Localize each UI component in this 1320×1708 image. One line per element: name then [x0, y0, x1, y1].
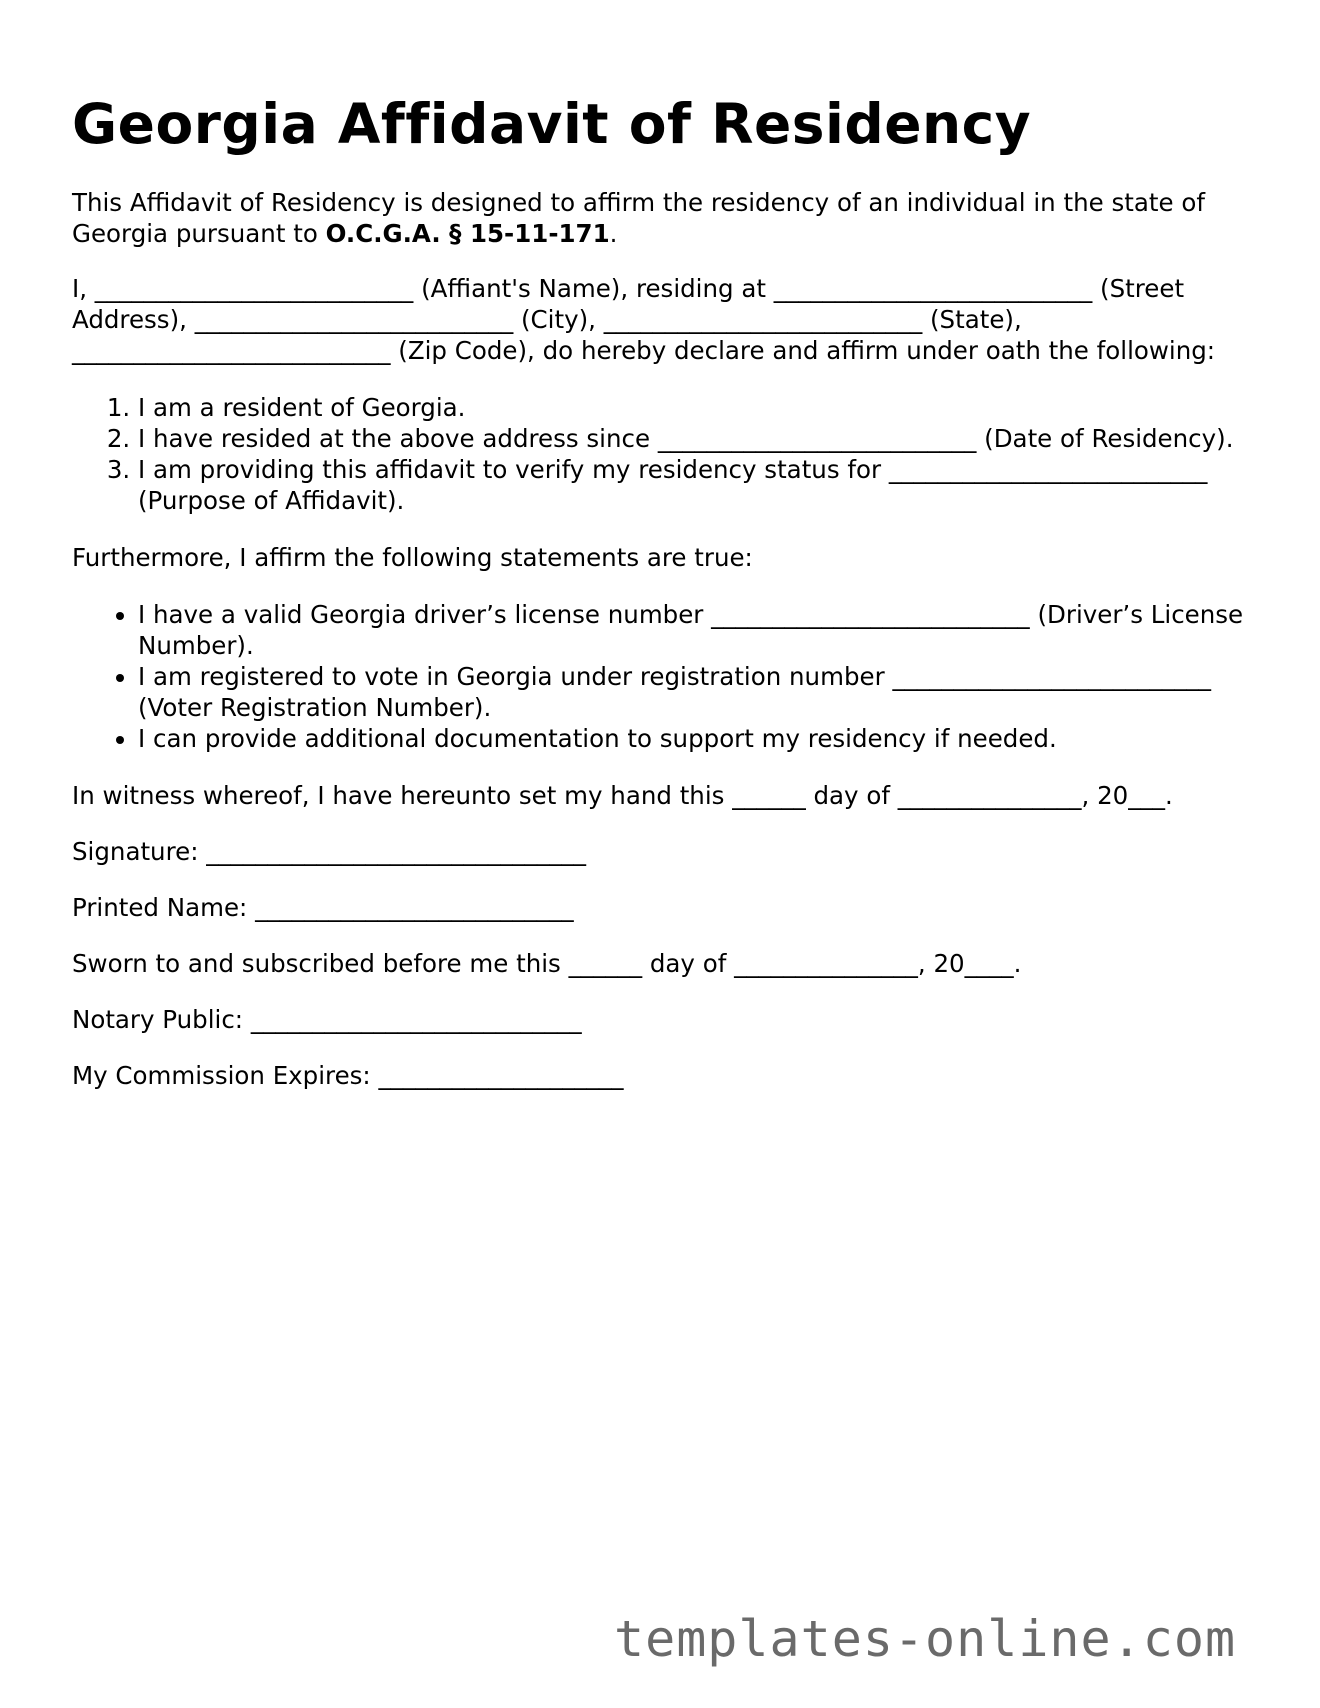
- watermark: templates-online.com: [614, 1610, 1237, 1668]
- bullet-list: [72, 599, 1252, 754]
- list-item: 2. I have resided at the above address since __________________________ (Date of Residency).: [138, 423, 1252, 454]
- intro-text: This Affidavit of Residency is designed to affirm the residency of an individual in the state of Georgia pursuant to: [72, 188, 1205, 248]
- witness-line: In witness whereof, I have hereunto set my hand this ______ day of _______________, 20___.: [72, 781, 1173, 810]
- notary-line: Notary Public: ___________________________: [72, 1005, 582, 1034]
- list-item: • I can provide additional documentation to support my residency if needed.: [138, 723, 1252, 754]
- document-title: Georgia Affidavit of Residency: [72, 92, 1032, 156]
- printed-name-line: Printed Name: __________________________: [72, 893, 574, 922]
- signature-line: Signature: _______________________________: [72, 837, 586, 866]
- commission-line: My Commission Expires: ____________________: [72, 1061, 624, 1090]
- furthermore-paragraph: Furthermore, I affirm the following statements are true:: [72, 543, 753, 572]
- list-item: • I have a valid Georgia driver’s license number __________________________ (Driver’s License Number).: [138, 599, 1252, 661]
- list-item: • I am registered to vote in Georgia under registration number __________________________ (Voter Registration Number).: [138, 661, 1252, 723]
- list-item: 3. I am providing this affidavit to verify my residency status for __________________________ (Purpose of Affidavit).: [138, 454, 1252, 516]
- document-page: [72, 88, 1252, 1091]
- numbered-list: [72, 392, 1252, 516]
- list-item: 1. I am a resident of Georgia.: [138, 392, 1252, 423]
- statute-reference: O.C.G.A. § 15-11-171: [325, 219, 610, 248]
- intro-paragraph: [72, 187, 1252, 249]
- intro-end: .: [609, 219, 618, 248]
- sworn-line: Sworn to and subscribed before me this ______ day of _______________, 20____.: [72, 949, 1022, 978]
- declaration-paragraph: I, __________________________ (Affiant's Name), residing at __________________________ (Street Address), __________________________ (City), __________________________ (State), __________________________ (Zip Code), do hereby declare and affirm under oath the following:: [72, 274, 1216, 365]
